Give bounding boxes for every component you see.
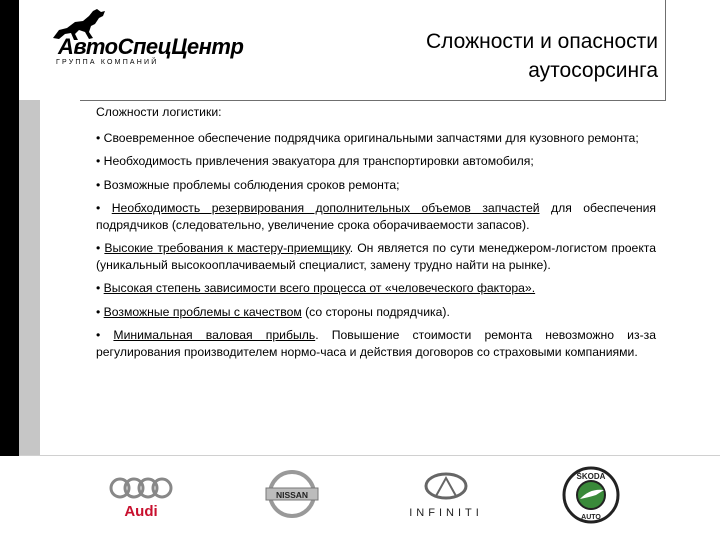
list-item bbox=[96, 240, 656, 273]
brand-tagline: ГРУППА КОМПАНИЙ bbox=[56, 59, 159, 66]
item-text: . Он является по сути менеджером-логистом проекта (уникальный высокооплачиваемый специалист, замену трудно найти на рынке). bbox=[96, 241, 657, 272]
underlined-text: Минимальная валовая прибыль bbox=[113, 328, 316, 342]
footer-divider bbox=[19, 455, 720, 456]
underlined-text: Необходимость резервирования дополнительных объемов запчастей bbox=[111, 201, 540, 215]
list-item bbox=[96, 280, 656, 297]
skoda-logo-icon bbox=[562, 466, 620, 524]
brand-name: АвтоСпецЦентр bbox=[58, 34, 244, 59]
item-text: (со стороны подрядчика). bbox=[301, 304, 450, 319]
list-item bbox=[96, 200, 656, 233]
brand-logos-row bbox=[0, 462, 720, 540]
skoda-wordmark-bottom: AUTO bbox=[581, 514, 601, 521]
nissan-logo-icon bbox=[262, 468, 322, 520]
left-gray-bar bbox=[19, 100, 40, 456]
item-text: . Повышение стоимости ремонта невозможно из-за регулирования производителем нормо-часа и действия договоров со страховыми компаниями. bbox=[96, 328, 656, 359]
bullet: • bbox=[96, 328, 114, 342]
underlined-text: Высокие требования к мастеру-приемщику bbox=[104, 241, 350, 255]
company-logo bbox=[45, 8, 260, 68]
nissan-wordmark: NISSAN bbox=[275, 490, 309, 500]
underlined-text: Высокая степень зависимости всего процесса от «человеческого фактора». bbox=[103, 281, 536, 295]
header-vertical-divider bbox=[665, 0, 666, 100]
bullet: • bbox=[96, 304, 104, 319]
bullet: • bbox=[96, 281, 104, 295]
list-item bbox=[96, 304, 656, 321]
list-item: • Необходимость привлечения эвакуатора для транспортировки автомобиля; bbox=[96, 154, 534, 168]
audi-wordmark: Audi bbox=[124, 503, 158, 520]
slide-title bbox=[426, 27, 658, 85]
left-black-bar bbox=[0, 0, 19, 456]
audi-logo-icon bbox=[104, 474, 184, 522]
list-item: • Возможные проблемы соблюдения сроков ремонта; bbox=[96, 177, 400, 192]
bullet: • bbox=[96, 241, 105, 255]
underlined-text: Возможные проблемы с качеством bbox=[103, 304, 302, 319]
skoda-wordmark-top: ŠKODA bbox=[576, 472, 606, 481]
bullet: • bbox=[96, 201, 112, 215]
section-heading: Сложности логистики: bbox=[96, 105, 222, 119]
title-line-1: Сложности и опасности bbox=[425, 30, 658, 53]
list-item bbox=[96, 327, 656, 360]
slide-content bbox=[96, 104, 656, 367]
list-item: • Своевременное обеспечение подрядчика оригинальными запчастями для кузовного ремонта; bbox=[96, 130, 639, 145]
infiniti-wordmark: INFINITI bbox=[409, 507, 483, 519]
header-horizontal-divider bbox=[80, 100, 666, 101]
infiniti-logo-icon bbox=[400, 470, 492, 520]
title-line-2: аутосорсинга bbox=[528, 59, 658, 82]
item-text: для обеспечения подрядчиков (следовательно, увеличение срока оборачиваемости запасов). bbox=[96, 201, 657, 232]
